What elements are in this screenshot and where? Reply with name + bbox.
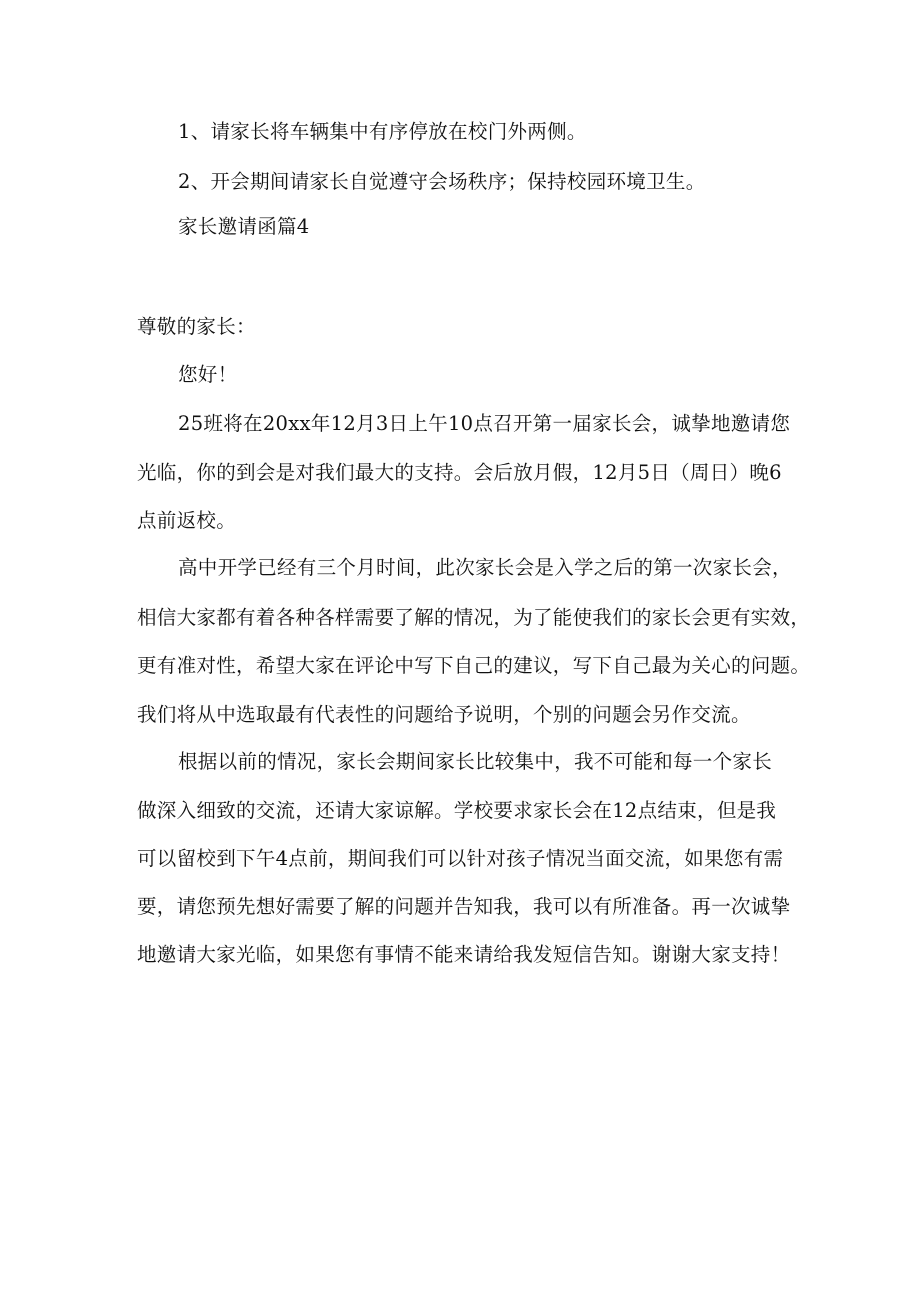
paragraph-2-line: 更有准对性，希望大家在评论中写下自己的建议，写下自己最为关心的问题。 <box>137 654 811 677</box>
greeting: 您好！ <box>178 363 238 386</box>
paragraph-3-line: 地邀请大家光临，如果您有事情不能来请给我发短信告知。谢谢大家支持！ <box>137 943 791 966</box>
paragraph-3-line: 要，请您预先想好需要了解的问题并告知我，我可以有所准备。再一次诚挚 <box>137 895 791 918</box>
paragraph-1-line: 25班将在20xx年12月3日上午10点召开第一届家长会，诚挚地邀请您 <box>178 412 791 435</box>
paragraph-1-line: 点前返校。 <box>137 509 237 532</box>
paragraph-2-line: 我们将从中选取最有代表性的问题给予说明，个别的问题会另作交流。 <box>137 703 751 726</box>
paragraph-3-line: 可以留校到下午4点前，期间我们可以针对孩子情况当面交流，如果您有需 <box>137 847 784 870</box>
paragraph-3-line: 根据以前的情况，家长会期间家长比较集中，我不可能和每一个家长 <box>178 750 773 773</box>
paragraph-1-line: 光临，你的到会是对我们最大的支持。会后放月假，12月5日（周日）晚6 <box>137 461 782 484</box>
salutation: 尊敬的家长： <box>137 315 256 338</box>
paragraph-2-line: 相信大家都有着各种各样需要了解的情况，为了能使我们的家长会更有实效， <box>137 606 811 629</box>
section-title: 家长邀请函篇4 <box>178 215 310 238</box>
paragraph-3-line: 做深入细致的交流，还请大家谅解。学校要求家长会在12点结束，但是我 <box>137 799 777 822</box>
paragraph-2-line: 高中开学已经有三个月时间，此次家长会是入学之后的第一次家长会， <box>178 556 792 579</box>
notice-item-1: 1、请家长将车辆集中有序停放在校门外两侧。 <box>178 120 587 143</box>
notice-item-2: 2、开会期间请家长自觉遵守会场秩序；保持校园环境卫生。 <box>178 170 706 193</box>
